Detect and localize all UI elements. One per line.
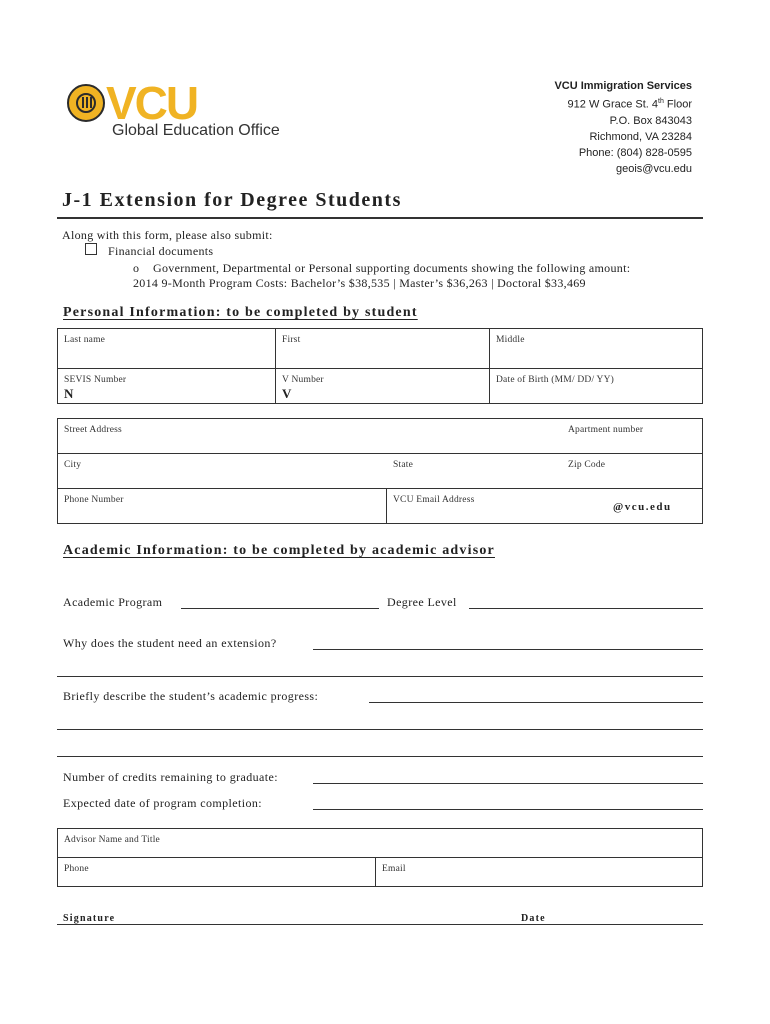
- zip-label: Zip Code: [568, 460, 606, 470]
- email-suffix: @vcu.edu: [613, 501, 672, 513]
- academic-progress-input[interactable]: [369, 702, 703, 703]
- advisor-email-field[interactable]: [376, 858, 703, 887]
- advisor-name-title-label: Advisor Name and Title: [64, 835, 160, 845]
- middle-name-label: Middle: [496, 335, 525, 345]
- office-street: 912 W Grace St. 4th Floor: [567, 98, 692, 111]
- sevis-label: SEVIS Number: [64, 375, 127, 385]
- vcu-email-label: VCU Email Address: [393, 495, 475, 505]
- completion-date-label: Expected date of program completion:: [63, 796, 262, 810]
- advisor-name-title-field[interactable]: [58, 829, 703, 858]
- office-address-block: [554, 78, 692, 177]
- vcu-email-field[interactable]: [387, 489, 703, 524]
- advisor-email-label: Email: [382, 864, 406, 874]
- why-extension-label: Why does the student need an extension?: [63, 636, 277, 650]
- academic-program-label: Academic Program: [63, 595, 163, 609]
- signature-label: Signature: [63, 913, 116, 924]
- office-po-box: P.O. Box 843043: [609, 114, 692, 127]
- apartment-label: Apartment number: [568, 425, 644, 435]
- date-label: Date: [521, 913, 546, 924]
- vcu-seal-logo: [67, 84, 105, 122]
- academic-progress-label: Briefly describe the student’s academic progress:: [63, 689, 319, 703]
- degree-level-input[interactable]: [469, 608, 703, 609]
- state-label: State: [393, 460, 413, 470]
- middle-name-field[interactable]: [490, 329, 703, 369]
- personal-info-table-2: [57, 418, 703, 524]
- academic-info-heading: Academic Information: to be completed by academic advisor: [63, 543, 495, 558]
- vcu-wordmark: VCU: [106, 77, 198, 129]
- academic-progress-input-line2[interactable]: [57, 729, 703, 730]
- phone-label: Phone Number: [64, 495, 124, 505]
- bullet-marker: o: [133, 261, 140, 275]
- dob-label: Date of Birth (MM/ DD/ YY): [496, 375, 615, 385]
- credits-remaining-input[interactable]: [313, 783, 703, 784]
- sevis-prefix: N: [64, 386, 74, 401]
- signature-line[interactable]: [57, 924, 703, 925]
- first-name-label: First: [282, 335, 301, 345]
- academic-program-input[interactable]: [181, 608, 379, 609]
- v-number-label: V Number: [282, 375, 324, 385]
- phone-number-field[interactable]: [58, 489, 387, 524]
- personal-info-table-1: [57, 328, 703, 404]
- intro-line: Along with this form, please also submit:: [62, 228, 273, 242]
- last-name-field[interactable]: [58, 329, 276, 369]
- v-number-field[interactable]: [276, 369, 490, 404]
- credits-remaining-label: Number of credits remaining to graduate:: [63, 770, 278, 784]
- title-rule: [57, 217, 703, 219]
- office-phone: Phone: (804) 828-0595: [578, 146, 692, 159]
- v-prefix: V: [282, 386, 292, 401]
- completion-date-input[interactable]: [313, 809, 703, 810]
- supporting-docs-text: Government, Departmental or Personal supporting documents showing the following amount:: [153, 261, 631, 275]
- personal-info-heading: Personal Information: to be completed by student: [63, 305, 418, 320]
- logo-subtitle: Global Education Office: [112, 122, 280, 139]
- why-extension-input-line2[interactable]: [57, 676, 703, 677]
- city-label: City: [64, 460, 82, 470]
- financial-documents-label: Financial documents: [108, 244, 214, 258]
- degree-level-label: Degree Level: [387, 595, 457, 609]
- financial-documents-checkbox[interactable]: [85, 243, 97, 255]
- sevis-number-field[interactable]: [58, 369, 276, 404]
- form-title: J-1 Extension for Degree Students: [62, 189, 402, 211]
- office-name: VCU Immigration Services: [554, 80, 692, 92]
- advisor-table: [57, 828, 703, 887]
- academic-progress-input-line3[interactable]: [57, 756, 703, 757]
- first-name-field[interactable]: [276, 329, 490, 369]
- street-label: Street Address: [64, 425, 122, 435]
- advisor-phone-field[interactable]: [58, 858, 376, 887]
- date-of-birth-field[interactable]: [490, 369, 703, 404]
- office-email: geois@vcu.edu: [616, 162, 692, 175]
- office-city: Richmond, VA 23284: [589, 130, 692, 143]
- program-costs: 2014 9-Month Program Costs: Bachelor’s $38,535 | Master’s $36,263 | Doctoral $33,469: [133, 276, 586, 290]
- city-state-zip-field[interactable]: [58, 454, 703, 489]
- advisor-phone-label: Phone: [64, 864, 89, 874]
- why-extension-input[interactable]: [313, 649, 703, 650]
- street-address-field[interactable]: [58, 419, 703, 454]
- last-name-label: Last name: [64, 335, 106, 345]
